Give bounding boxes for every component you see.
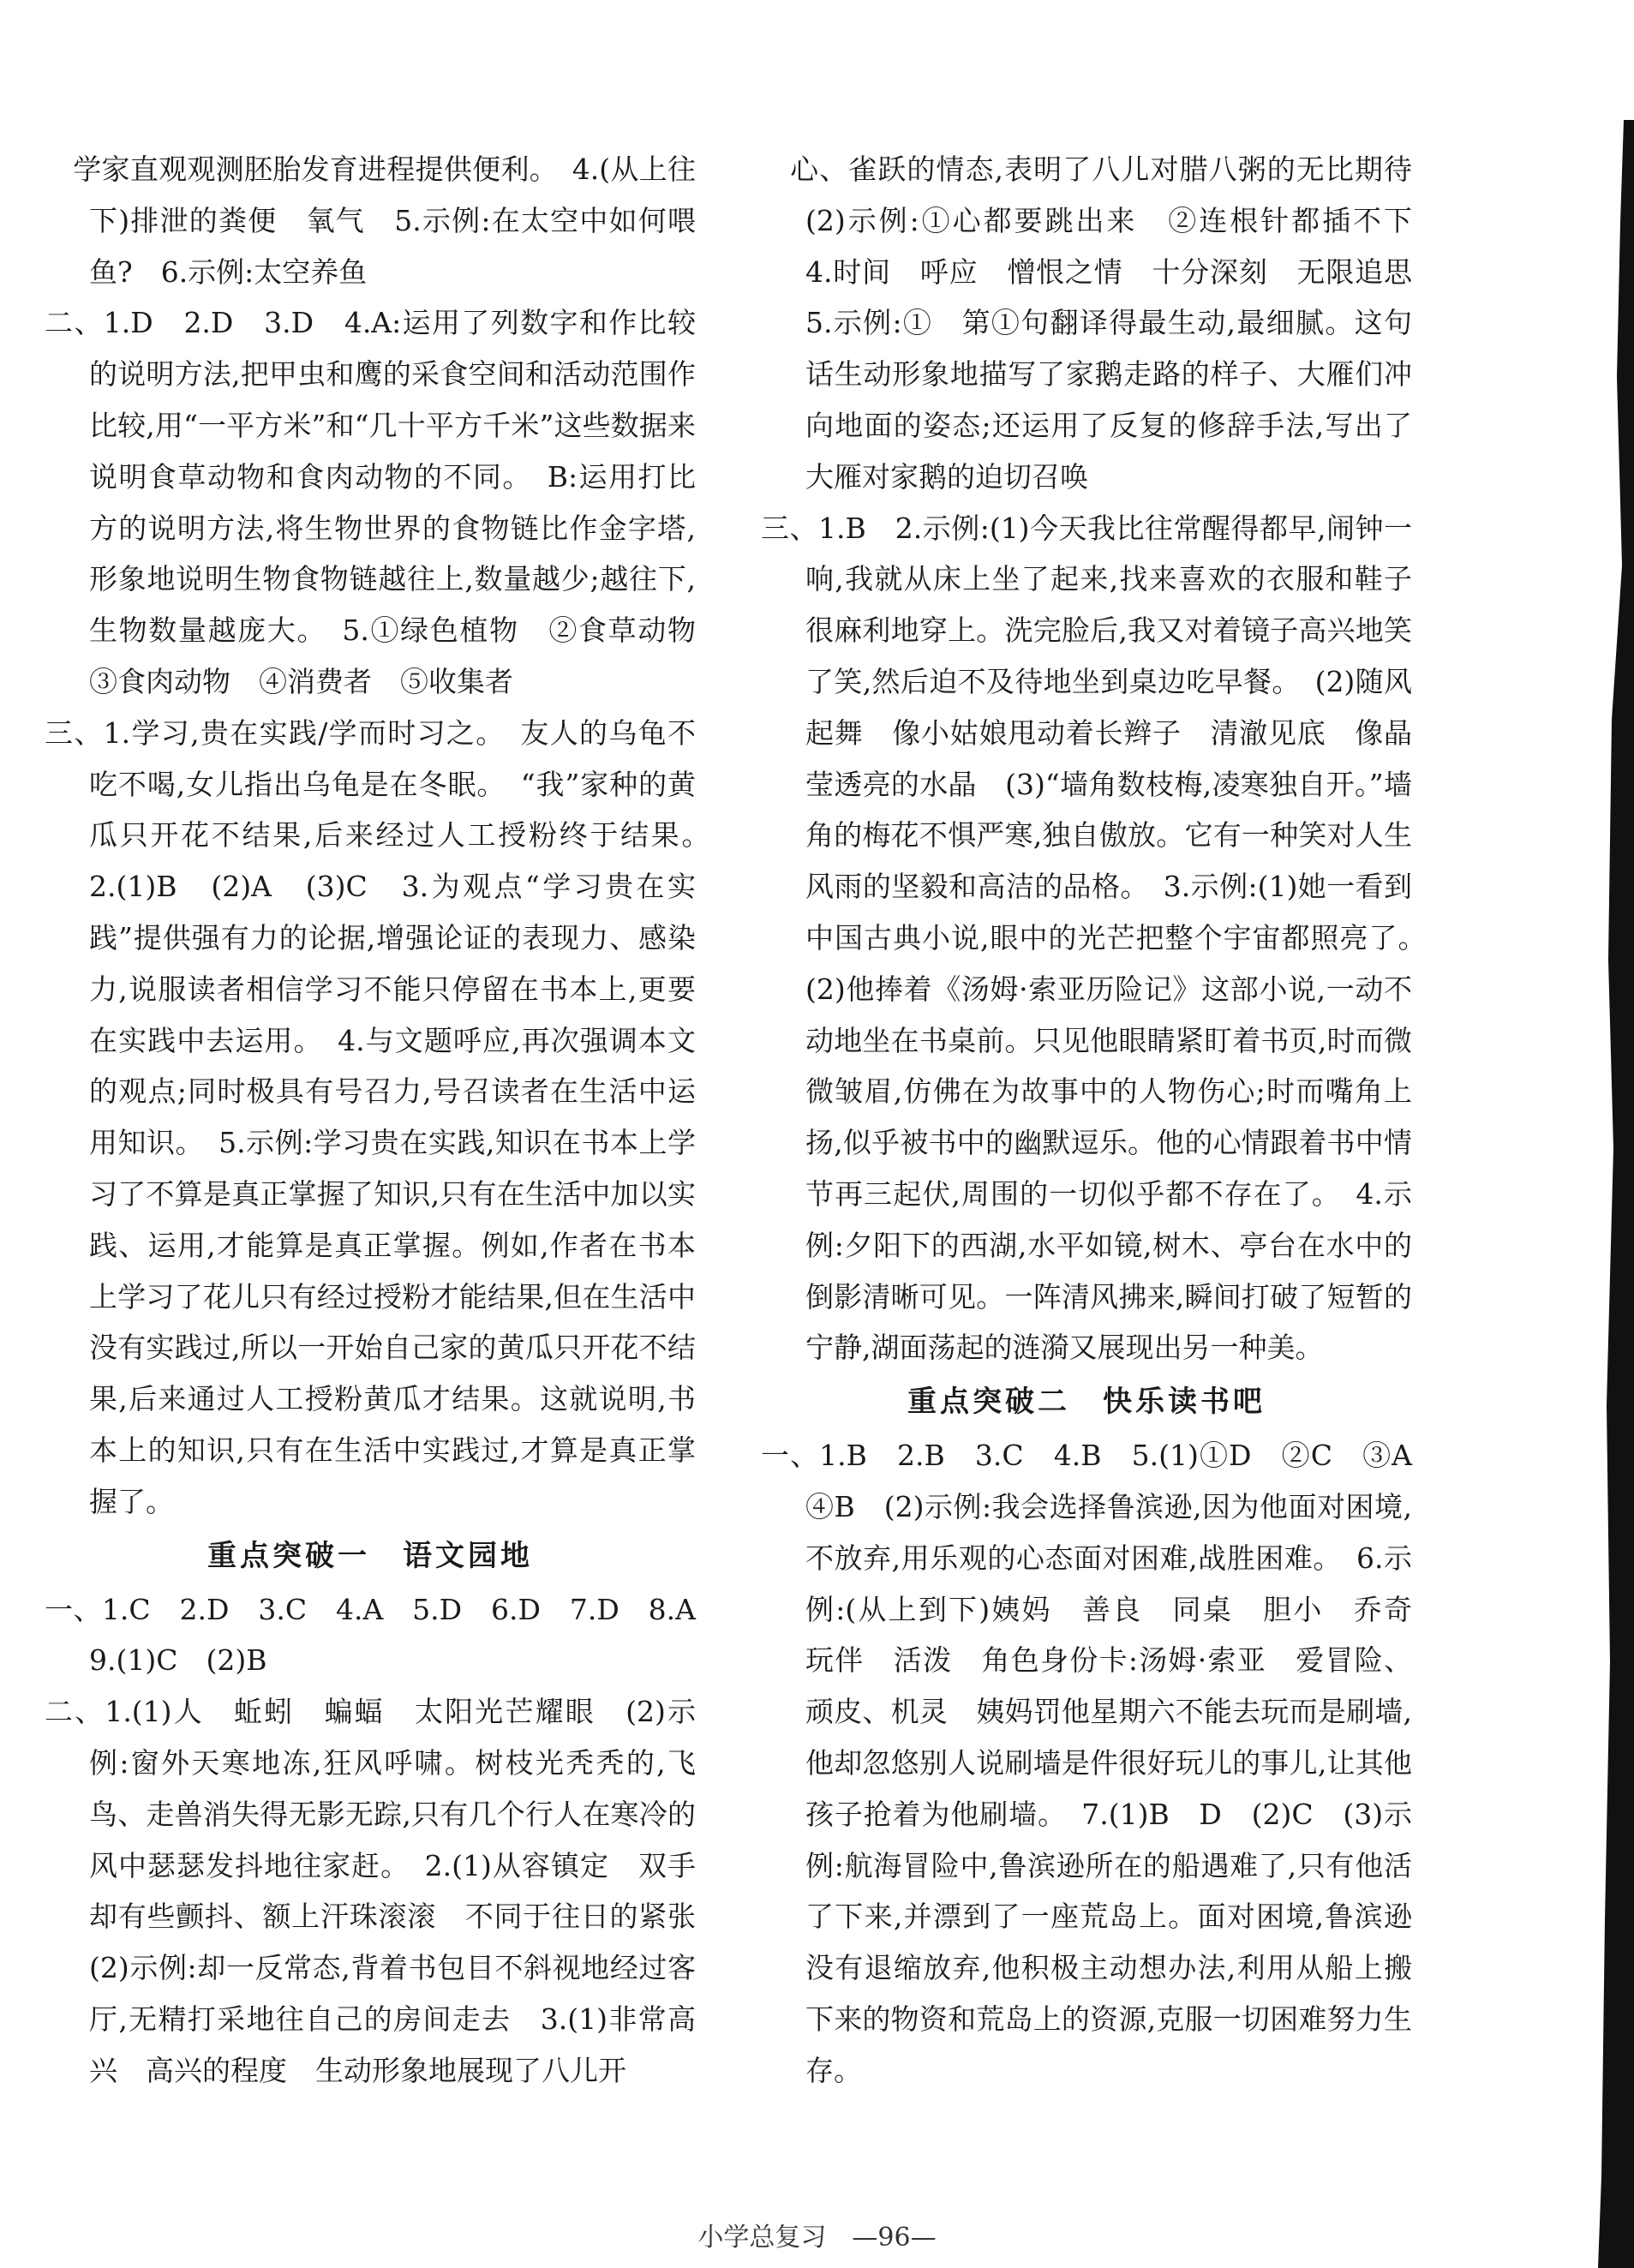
right-section-heading: 重点突破二 快乐读书吧 (907, 1385, 1266, 1420)
scanned-page-edge (1583, 120, 1634, 2268)
left-answer-paragraph: 二、1.D 2.D 3.D 4.A:运用了列数字和作比较的说明方法,把甲虫和鹰的采食空间和活动范围作比较,用“一平方米”和“几十平方千米”这些数据来说明食草动物和食肉动物的不同。 B:运用打比方的说明方法,将生物世界的食物链比作金字塔,形象地说明生物食物链越往上,数量越少;越往下,生物数量越庞大。 5.①绿色植物 ②食草动物 ③食肉动物 ④消费者 ⑤收集者 (45, 306, 724, 698)
right-answer-paragraph: 三、1.B 2.示例:(1)今天我比往常醒得都早,闹钟一响,我就从床上坐了起来,找来喜欢的衣服和鞋子很麻利地穿上。洗完脸后,我又对着镜子高兴地笑了笑,然后迫不及待地坐到桌边吃早餐。 (2)随风起舞 像小姑娘甩动着长辫子 清澈见底 像晶莹透亮的水晶 (3)“墙角数枝梅,凌寒独自开。”墙角的梅花不惧严寒,独自傲放。它有一种笑对人生风雨的坚毅和高洁的品格。 3.示例:(1)她一看到中国古典小说,眼中的光芒把整个宇宙都照亮了。 (2)他捧着《汤姆·索亚历险记》这部小说,一动不动地坐在书桌前。只见他眼睛紧盯着书页,时而微微皱眉,仿佛在为故事中的人物伤心;时而嘴角上扬,似乎被书中的幽默逗乐。他的心情跟着书中情节再三起伏,周围的一切似乎都不存在了。 4.示例:夕阳下的西湖,水平如镜,树木、亭台在水中的倒影清晰可见。一阵清风拂来,瞬间打破了短暂的宁静,湖面荡起的涟漪又展现出另一种美。 (761, 511, 1440, 1365)
right-column (761, 144, 1440, 2096)
left-answer-paragraph: 学家直观观测胚胎发育进程提供便利。 4.(从上往下)排泄的粪便 氧气 5.示例:在太空中如何喂鱼? 6.示例:太空养鱼 (45, 153, 696, 289)
left-answer-paragraph: 三、1.学习,贵在实践/学而时习之。 友人的乌龟不吃不喝,女儿指出乌龟是在冬眠。 “我”家种的黄瓜只开花不结果,后来经过人工授粉终于结果。 2.(1)B (2)A (3)C 3.为观点“学习贵在实践”提供强有力的论据,增强论证的表现力、感染力,说服读者相信学习不能只停留在书本上,更要在实践中去运用。 4.与文题呼应,再次强调本文的观点;同时极具有号召力,号召读者在生活中运用知识。 5.示例:学习贵在实践,知识在书本上学习了不算是真正掌握了知识,只有在生活中加以实践、运用,才能算是真正掌握。例如,作者在书本上学习了花儿只有经过授粉才能结果,但在生活中没有实践过,所以一开始自己家的黄瓜只开花不结果,后来通过人工授粉黄瓜才结果。这就说明,书本上的知识,只有在生活中实践过,才算是真正掌握了。 (45, 715, 724, 1518)
left-section-heading: 重点突破一 语文园地 (207, 1538, 533, 1573)
right-answer-paragraph: 心、雀跃的情态,表明了八儿对腊八粥的无比期待 (2)示例:①心都要跳出来 ②连根针都插不下 4.时间 呼应 憎恨之情 十分深刻 无限追思 5.示例:① 第①句翻译得最生动,最细腻。这句话生动形象地描写了家鹅走路的样子、大雁们冲向地面的姿态;还运用了反复的修辞手法,写出了大雁对家鹅的迫切召唤 (761, 153, 1440, 494)
left-answer-paragraph: 一、1.C 2.D 3.C 4.A 5.D 6.D 7.D 8.A 9.(1)C (2)B (45, 1592, 724, 1678)
page-footer: 小学总复习 —96— (697, 2223, 937, 2253)
left-column (45, 144, 724, 2096)
right-answer-paragraph: 一、1.B 2.B 3.C 4.B 5.(1)①D ②C ③A ④B (2)示例:我会选择鲁滨逊,因为他面对困境,不放弃,用乐观的心态面对困难,战胜困难。 6.示例:(从上到下)姨妈 善良 同桌 胆小 乔奇 玩伴 活泼 角色身份卡:汤姆·索亚 爱冒险、顽皮、机灵 姨妈罚他星期六不能去玩而是刷墙,他却忽悠别人说刷墙是件很好玩儿的事儿,让其他孩子抢着为他刷墙。 7.(1)B D (2)C (3)示例:航海冒险中,鲁滨逊所在的船遇难了,只有他活了下来,并漂到了一座荒岛上。面对困境,鲁滨逊没有退缩放弃,他积极主动想办法,利用从船上搬下来的物资和荒岛上的资源,克服一切困难努力生存。 (761, 1439, 1440, 2087)
left-answer-paragraph: 二、1.(1)人 蚯蚓 蝙蝠 太阳光芒耀眼 (2)示例:窗外天寒地冻,狂风呼啸。树枝光秃秃的,飞鸟、走兽消失得无影无踪,只有几个行人在寒冷的风中瑟瑟发抖地往家赶。 2.(1)从容镇定 双手却有些颤抖、额上汗珠滚滚 不同于往日的紧张 (2)示例:却一反常态,背着书包目不斜视地经过客厅,无精打采地往自己的房间走去 3.(1)非常高兴 高兴的程度 生动形象地展现了八儿开 (45, 1695, 724, 2087)
